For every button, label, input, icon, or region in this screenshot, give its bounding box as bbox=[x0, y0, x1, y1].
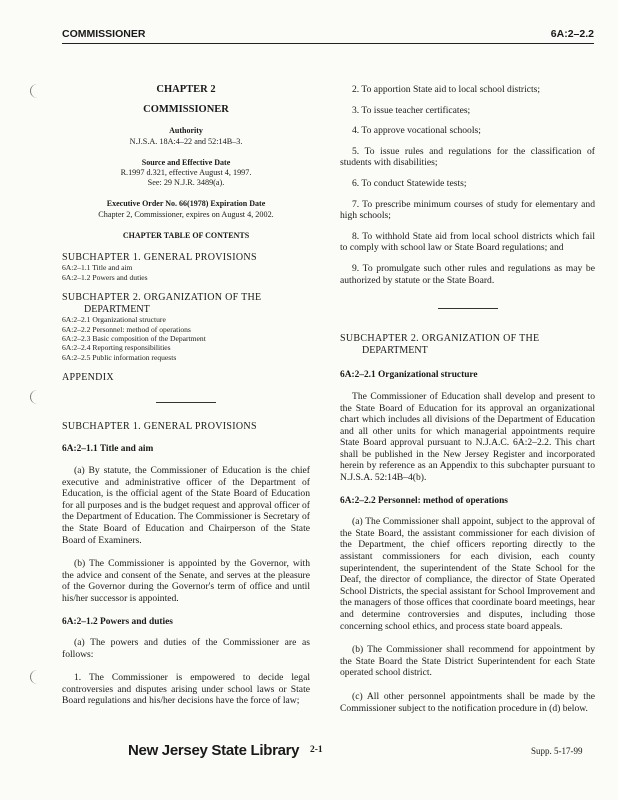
toc-label: CHAPTER TABLE OF CONTENTS bbox=[122, 230, 250, 240]
list-item: 2. To apportion State aid to local school districts; bbox=[352, 84, 541, 95]
paragraph: (b) The Commissioner is appointed by the Governor, with the advice and consent of the Senate, and serves at the pleasure of the Governor during the Governor's term of office and until his/her successor is appointed. bbox=[62, 558, 310, 604]
list-item: 3. To issue teacher certificates; bbox=[352, 104, 471, 116]
list-item: 4. To approve vocational schools; bbox=[352, 125, 481, 137]
executive-order-text: Chapter 2, Commissioner, expires on August 4, 2002. bbox=[98, 209, 274, 219]
executive-order-label: Executive Order No. 66(1978) Expiration Date bbox=[106, 199, 266, 209]
toc-item: 6A:2–1.1 Title and aim bbox=[62, 263, 133, 273]
punch-hole-mark bbox=[30, 390, 45, 404]
chapter-number: CHAPTER 2 bbox=[156, 84, 216, 95]
paragraph: (a) The Commissioner shall appoint, subject to the approval of the State Board, the assistant commissioner for each division of the Department, the chief officers reporting directly to the assistant commissioners for each division, each county superintendent, the superintendent of the State School for the Deaf, the director of compliance, the director of State Operated School Districts, the special assistant for School Improvement and the managers of those offices that coordinate board meetings, hear and determine controversies and disputes, including those concerning school ethics, and process state board appeals. bbox=[340, 516, 595, 632]
toc-item: 6A:2–2.4 Reporting responsibilities bbox=[62, 343, 171, 353]
list-item: 7. To prescribe minimum courses of study for elementary and high schools; bbox=[340, 198, 595, 222]
library-stamp: New Jersey State Library bbox=[128, 742, 300, 759]
section-heading: 6A:2–1.1 Title and aim bbox=[62, 444, 154, 455]
toc-item: 6A:2–2.2 Personnel: method of operations bbox=[62, 324, 191, 334]
source-line: See: 29 N.J.R. 3489(a). bbox=[147, 178, 225, 188]
section-divider bbox=[156, 402, 216, 403]
punch-hole-mark bbox=[30, 670, 45, 684]
toc-appendix: APPENDIX bbox=[62, 372, 114, 384]
subchapter-1-heading: SUBCHAPTER 1. GENERAL PROVISIONS bbox=[62, 420, 257, 432]
list-item: 9. To promulgate such other rules and regulations as may be authorized by statute or the State Board. bbox=[340, 262, 595, 286]
list-item: 6. To conduct Statewide tests; bbox=[352, 177, 467, 189]
section-heading: 6A:2–2.2 Personnel: method of operations bbox=[340, 495, 508, 506]
chapter-title: COMMISSIONER bbox=[143, 103, 229, 115]
running-header bbox=[62, 28, 594, 44]
right-column bbox=[340, 72, 595, 714]
paragraph: (a) By statute, the Commissioner of Education is the chief executive and administrative officer of the Department of Education, is the official agent of the State Board of Education for all purposes and is the budget request and approval officer of the Department of Education. The Commissioner is Secretary of the State Board of Education and Chairperson of the State Board of Examiners. bbox=[62, 464, 310, 546]
paragraph: 1. The Commissioner is empowered to decide legal controversies and disputes arising under school laws or State Board regulations and his/her decisions have the force of law; bbox=[62, 672, 310, 707]
toc-subchapter-2-cont: DEPARTMENT bbox=[84, 303, 150, 315]
paragraph: (a) The powers and duties of the Commissioner are as follows: bbox=[62, 637, 310, 660]
source-line: R.1997 d.321, effective August 4, 1997. bbox=[120, 168, 252, 178]
subchapter-2-heading: SUBCHAPTER 2. ORGANIZATION OF THE bbox=[340, 333, 540, 345]
left-column bbox=[62, 72, 310, 707]
toc-subchapter-1: SUBCHAPTER 1. GENERAL PROVISIONS bbox=[62, 251, 257, 263]
toc-subchapter-2: SUBCHAPTER 2. ORGANIZATION OF THE bbox=[62, 291, 262, 303]
page-number: 2-1 bbox=[310, 745, 323, 755]
list-item: 5. To issue rules and regulations for the classification of students with disabilities; bbox=[340, 145, 595, 169]
list-item: 8. To withhold State aid from local school districts which fail to comply with school law or State Board regulations; and bbox=[340, 230, 595, 254]
authority-label: Authority bbox=[169, 126, 203, 136]
source-label: Source and Effective Date bbox=[141, 157, 231, 167]
subchapter-2-heading-cont: DEPARTMENT bbox=[362, 344, 428, 356]
toc-item: 6A:2–2.3 Basic composition of the Department bbox=[62, 333, 206, 343]
section-heading: 6A:2–1.2 Powers and duties bbox=[62, 616, 173, 627]
punch-hole-mark bbox=[30, 84, 45, 98]
paragraph: The Commissioner of Education shall develop and present to the State Board of Education for its approval an organizational chart which includes all divisions of the Department of Education and all other units for which managerial appointments require State Board approval pursuant to N.J.A.C. 6A:2–2.2. This chart shall be published in the New Jersey Register and incorporated herein by reference as an Appendix to this subchapter pursuant to N.J.S.A. 52:14B–4(b). bbox=[340, 390, 595, 484]
header-section: 6A:2–2.2 bbox=[550, 28, 594, 40]
section-divider bbox=[438, 308, 498, 309]
section-heading: 6A:2–2.1 Organizational structure bbox=[340, 370, 478, 381]
toc-item: 6A:2–2.5 Public information requests bbox=[62, 352, 177, 362]
toc-item: 6A:2–2.1 Organizational structure bbox=[62, 315, 166, 325]
authority-text: N.J.S.A. 18A:4–22 and 52:14B–3. bbox=[129, 136, 243, 146]
toc-item: 6A:2–1.2 Powers and duties bbox=[62, 272, 148, 282]
header-title: COMMISSIONER bbox=[62, 28, 146, 40]
paragraph: (b) The Commissioner shall recommend for appointment by the State Board the State District Superintendent for each State operated school district. bbox=[340, 644, 595, 679]
supplement-date: Supp. 5-17-99 bbox=[531, 746, 583, 756]
paragraph: (c) All other personnel appointments shall be made by the Commissioner subject to the notification procedure in (d) below. bbox=[340, 690, 595, 714]
